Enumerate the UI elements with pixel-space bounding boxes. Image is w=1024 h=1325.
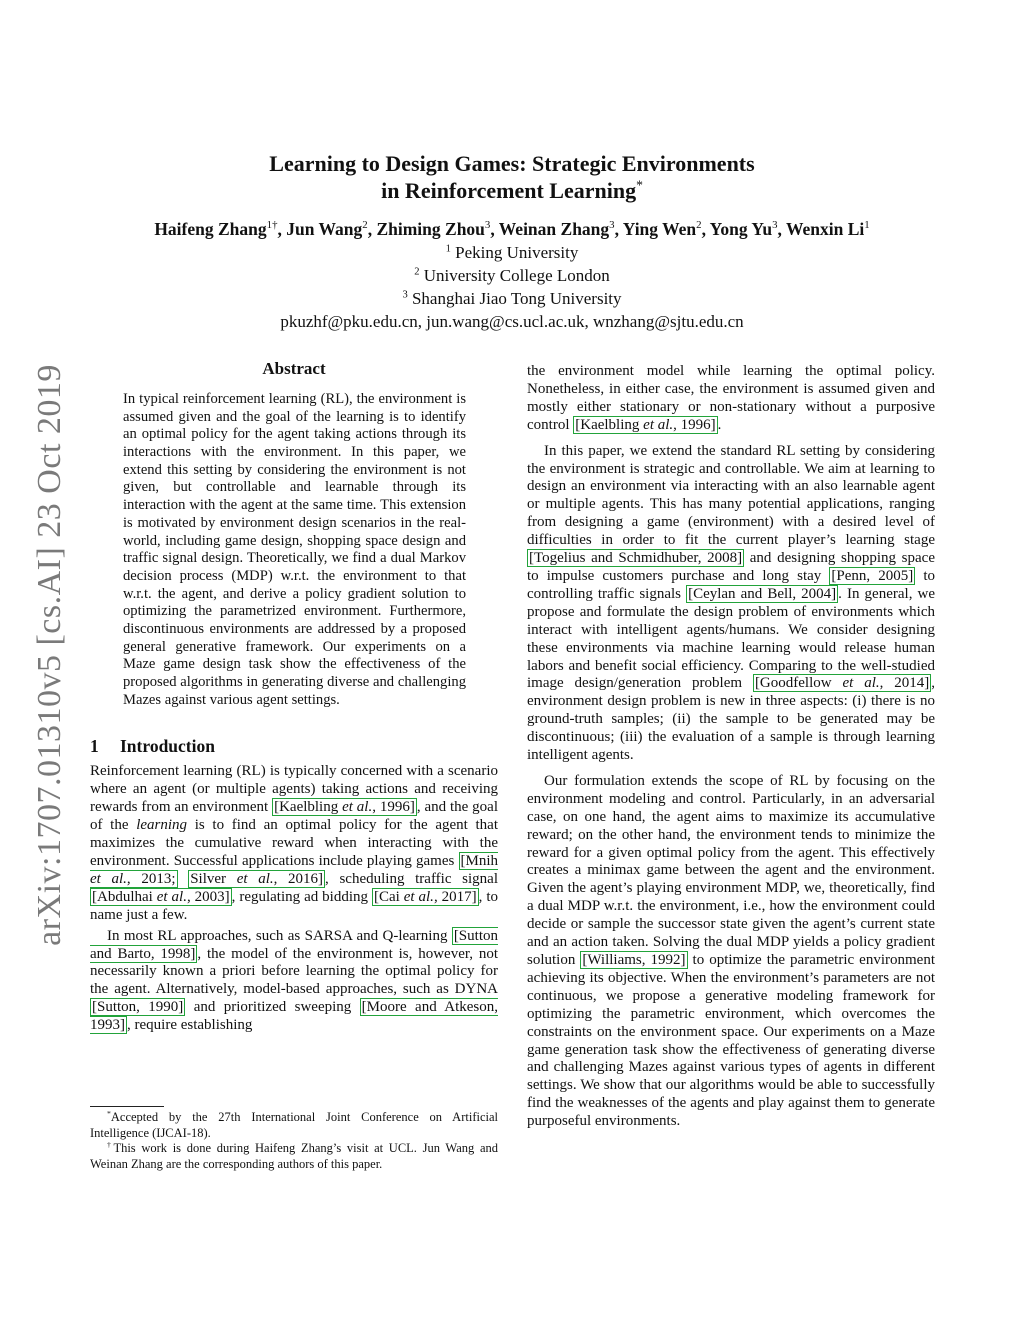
- section-title: Introduction: [120, 735, 215, 756]
- intro-paragraph-1: Reinforcement learning (RL) is typically concerned with a scenario where an agent (or multiple agents) taking actions and receiving rewards from an environment [Kaelbling et al., 1996] , and the goal of the learning is to find an optimal policy for the agent that maximizes the cumulative reward when interacting with the environment. Successful applications include playing games [Mnih et al., 2013; Silver et al., 2016] , scheduling traffic signal [Abdulhai et al., 2003] , regulating ad bidding [Cai et al., 2017] , to name just a few.: [90, 763, 499, 923]
- title-line-2: [0, 177, 1024, 204]
- citation-link[interactable]: [Kaelbling et al., 1996]: [274, 799, 415, 816]
- intro-paragraph-2: In most RL approaches, such as SARSA and Q-learning [Sutton and Barto, 1998] , the model of the environment is, however, not necessarily known a priori before learning the optimal policy for the agent. Alternatively, model-based approaches, such as DYNA [Sutton, 1990] and prioritized sweeping [Moore and Atkeson, 1993] , require establishing: [90, 927, 498, 1034]
- arxiv-stamp: arXiv:1707.01310v5 [cs.AI] 23 Oct 2019: [31, 364, 68, 946]
- affiliation: [0, 287, 1024, 310]
- right-paragraph-2: In this paper, we extend the standard RL setting by considering the environment is strategic and controllable. We aim at learning to design an environment via interacting with an also learnable agent or multiple agents. This has many potential applications, ranging from designing a game (environment) with a desired level of difficulties in order to fit the current player’s learning stage [Togelius and Schmidhuber, 2008] and designing shopping space to impulse customers purchase and long stay [Penn, 2005] to controlling traffic signals [Ceylan and Bell, 2004] . In general, we propose and formulate the design problem of environments which interact with intelligent agents/humans. We consider designing these environments via machine learning would release human labors and benefit social efficiency. Comparing to the well-studied image design/generation problem [Goodfellow et al., 2014] , environment design problem is new in three aspects: (i) there is no ground-truth samples; (ii) the sample to be generated may be discontinuous; (iii) the evaluation of a sample is through learning intelligent agents.: [527, 442, 936, 764]
- citation-link[interactable]: [Sutton, 1990]: [92, 999, 184, 1016]
- affiliation: [0, 264, 1024, 287]
- author-affil-mark: 1: [864, 219, 870, 232]
- footnotes: [90, 1106, 498, 1172]
- right-column: [527, 363, 935, 1131]
- citation-link[interactable]: [Williams, 1992]: [582, 952, 686, 968]
- citation-link[interactable]: [Ceylan and Bell, 2004]: [688, 585, 837, 602]
- author-affil-mark: 3: [772, 219, 778, 232]
- citation-link[interactable]: [Mnih et al., 2013;: [90, 853, 498, 887]
- author: Zhiming Zhou: [376, 219, 485, 239]
- citation-link[interactable]: [Sutton and Barto, 1998]: [90, 927, 498, 962]
- citation-link[interactable]: [Togelius and Schmidhuber, 2008]: [529, 550, 743, 567]
- citation-link[interactable]: [Goodfellow et al., 2014]: [754, 675, 930, 692]
- author-affil-mark: 3: [484, 219, 491, 232]
- introduction-body: [90, 763, 498, 1035]
- title-line-1: Learning to Design Games: Strategic Environments: [269, 151, 755, 176]
- affiliation-name: Peking University: [455, 243, 579, 262]
- citation-link[interactable]: [Moore and Atkeson, 1993]: [90, 999, 498, 1034]
- section-heading-introduction: [90, 735, 498, 756]
- author: Haifeng Zhang: [154, 219, 267, 239]
- abstract-heading: Abstract: [262, 359, 326, 378]
- title-footnote-mark: *: [636, 177, 643, 193]
- citation-link[interactable]: [Cai et al., 2017]: [373, 888, 477, 905]
- affiliation-name: University College London: [423, 266, 610, 285]
- affiliation: [0, 241, 1024, 264]
- author: Jun Wang: [286, 219, 363, 239]
- footnote-1: *Accepted by the 27th International Joint Conference on Artificial Intelligence (IJCAI-18).: [90, 1108, 498, 1140]
- citation-link[interactable]: Silver et al., 2016]: [190, 870, 324, 887]
- affiliation-name: Shanghai Jiao Tong University: [411, 289, 622, 308]
- author-affil-mark: 1†: [266, 219, 278, 232]
- affiliation-number: 1: [445, 243, 451, 255]
- paper-title: [0, 150, 1024, 204]
- footnote-2: †This work is done during Haifeng Zhang’s visit at UCL. Jun Wang and Weinan Zhang are the corresponding authors of this paper.: [90, 1139, 498, 1171]
- author-emails: pkuzhf@pku.edu.cn, jun.wang@cs.ucl.ac.uk, wnzhang@sjtu.edu.cn: [280, 312, 744, 331]
- citation-link[interactable]: [Kaelbling et al., 1996]: [575, 416, 716, 433]
- affiliation-number: 3: [402, 289, 408, 301]
- author-list: Haifeng Zhang$^{1\dagger}$, Jun Wang$^2$, Zhiming Zhou$^3$, Weinan Zhang$^3$, Ying Wen$^2$, Yong Yu$^3$, Wenxin Li$^1$: [154, 219, 870, 239]
- right-paragraph-3: Our formulation extends the scope of RL by focusing on the environment modeling and control. Particularly, in an adversarial case, on one hand, the agent aims to maximize its accumulative reward; on the other hand, the environment tends to minimize the reward for a given optimal policy from the agent. This effectively creates a minimax game between the agent and the environment. Given the agent’s playing environment MDP, we, theoretically, find a dual MDP w.r.t. the environment, i.e., how the environment could decide or sample the successor state given the agent’s current state and an action taken. Solving the dual MDP yields a policy gradient solution [Williams, 1992] to optimize the parametric environment achieving its objective. When the environment’s parameters are not continuous, we propose a generative modeling framework for optimizing the parametric environment, which overcomes the constraints on the environment space. Our experiments on a Maze game generation task show the effectiveness of generating diverse and challenging Mazes against various types of agents in different settings. We show that our algorithms would be able to successfully find the weaknesses of the agents and play against them to generate purposeful environments.: [527, 772, 935, 1130]
- left-column: [90, 360, 498, 1035]
- citation-link[interactable]: [Penn, 2005]: [831, 567, 914, 584]
- author-affil-mark: 2: [696, 219, 702, 232]
- author-affil-mark: 3: [609, 219, 615, 232]
- affiliation-number: 2: [414, 266, 420, 278]
- abstract-body: In typical reinforcement learning (RL), the environment is assumed given and the goal of the learning is to identify an optimal policy for the agent taking actions through its interactions with the environment. In this paper, we extend this setting by considering the environment is not given, but controllable and learnable through its interaction with the agent at the same time. This extension is motivated by environment design scenarios in the real-world, including game design, shopping space design and traffic signal design. Theoretically, we find a dual Markov decision process (MDP) w.r.t. the environment to that w.r.t. the agent, and derive a policy gradient solution to optimizing the parametrized environment. Furthermore, discontinuous environments are addressed by a proposed general generative framework. Our experiments on a Maze game design task show the effectiveness of the proposed algorithms in generating diverse and challenging Mazes against various agent settings.: [123, 390, 466, 708]
- section-number: 1: [90, 735, 99, 756]
- right-paragraph-1: the environment model while learning the optimal policy. Nonetheless, in either case, the environment is assumed given and mostly either stationary or non-stationary without a purposive control [Kaelbling et al., 1996] .: [527, 363, 935, 433]
- author: Ying Wen: [622, 219, 697, 239]
- citation-link[interactable]: [Abdulhai et al., 2003]: [92, 888, 230, 905]
- author: Wenxin Li: [785, 219, 865, 239]
- author: Weinan Zhang: [498, 219, 610, 239]
- author: Yong Yu: [709, 219, 773, 239]
- footnote-divider: [90, 1106, 164, 1107]
- author-affil-mark: 2: [362, 219, 368, 232]
- title-line-2-text: in Reinforcement Learning: [381, 178, 637, 203]
- affiliations: [0, 241, 1024, 333]
